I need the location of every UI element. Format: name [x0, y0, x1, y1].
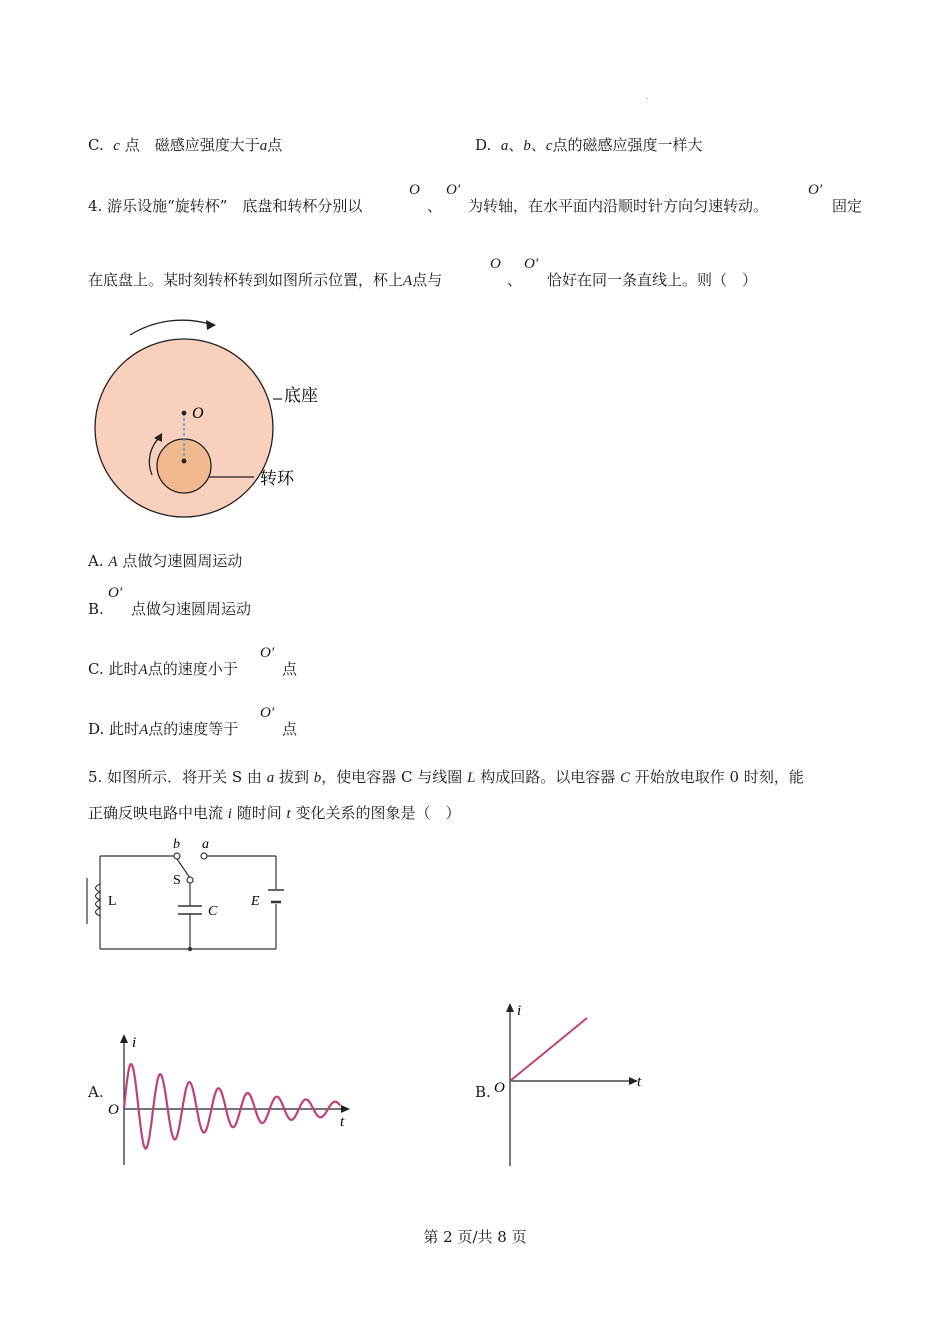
symbol-o: O	[409, 182, 420, 198]
graph-a	[104, 1030, 359, 1170]
q4-option-a: A. A 点做匀速圆周运动	[88, 552, 243, 570]
symbol-o-prime: O′	[808, 182, 823, 198]
label-b: b	[173, 837, 180, 852]
q5-line2: 正确反映电路中电流 i 随时间 t 变化关系的图象是（ ）	[88, 804, 461, 822]
q3-option-d	[475, 135, 703, 156]
symbol-o-prime: O′	[524, 256, 539, 272]
label-o: O	[192, 405, 204, 422]
q4-option-d: D. 此时A点的速度等于	[88, 720, 239, 738]
symbol-o-prime: O′	[108, 585, 123, 601]
arrow-head	[120, 1034, 128, 1043]
lc-circuit-diagram	[80, 832, 290, 957]
q3-option-c	[88, 135, 282, 156]
symbol-o-prime: O′	[260, 645, 275, 661]
q4-line2-c: 恰好在同一条直线上。则（ ）	[547, 271, 758, 289]
terminal-a	[201, 853, 207, 859]
label-base: 底座	[284, 386, 318, 405]
origin-label: O	[108, 1102, 119, 1118]
graph-b-label: B.	[475, 1083, 491, 1101]
q4-option-c-tail: 点	[282, 660, 298, 678]
graph-b	[492, 998, 652, 1168]
axis-label-i: i	[132, 1035, 137, 1051]
label-e: E	[251, 894, 260, 909]
axis-label-t: t	[340, 1114, 345, 1130]
sep: 、	[530, 136, 546, 154]
var-b: b	[523, 138, 531, 154]
page-footer: 第 2 页/共 8 页	[423, 1228, 527, 1246]
separator: 、	[507, 271, 523, 289]
label-ring: 转环	[260, 469, 294, 488]
q4-line1-b: 为转轴，在水平面内沿顺时针方向匀速转动。	[468, 197, 769, 215]
q4-option-b-label: B.	[88, 600, 104, 618]
rotation-arrow-base	[130, 320, 213, 335]
var-c: c	[545, 138, 553, 154]
option-label: D.	[475, 136, 492, 154]
rotating-cup-figure	[88, 315, 348, 530]
linear-current-line	[510, 1018, 587, 1081]
label-l: L	[108, 894, 117, 909]
junction-dot	[188, 947, 192, 951]
q5-line1: 5. 如图所示．将开关 S 由 a 拔到 b，使电容器 C 与线圈 L 构成回路。以电容器 C 开始放电取作 0 时刻，能	[88, 768, 804, 786]
q4-option-c: C. 此时A点的速度小于	[88, 660, 238, 678]
point-o	[182, 411, 187, 416]
sep: 、	[508, 136, 524, 154]
var-A: A	[403, 273, 413, 289]
damped-oscillation-curve	[124, 1064, 340, 1148]
option-tail: 点	[267, 136, 283, 154]
symbol-o-prime: O′	[260, 705, 275, 721]
label-a: a	[202, 837, 209, 852]
separator: 、	[427, 197, 443, 215]
var-a: a	[500, 138, 509, 154]
terminal-b	[174, 853, 180, 859]
graph-a-label: A.	[88, 1083, 104, 1101]
ring-disk	[157, 439, 211, 493]
symbol-o-prime: O′	[446, 182, 461, 198]
var-c: c	[113, 138, 120, 154]
q4-line1-a: 4. 游乐设施“旋转杯” 底盘和转杯分别以	[88, 197, 363, 215]
arrow-head	[506, 1003, 514, 1012]
switch-pivot	[187, 877, 193, 883]
option-text: 点的磁感应强度一样大	[552, 136, 703, 154]
origin-label: O	[494, 1080, 505, 1096]
q4-option-b-text: 点做匀速圆周运动	[131, 600, 252, 618]
label-s: S	[173, 873, 181, 888]
symbol-o: O	[490, 256, 501, 272]
point-o-prime	[182, 459, 187, 464]
var-a: a	[259, 138, 268, 154]
arrow-head	[341, 1105, 350, 1113]
q4-line1-c: 固定	[832, 197, 863, 215]
speck	[647, 98, 648, 99]
option-label: C.	[88, 136, 104, 154]
option-text: 点 磁感应强度大于	[124, 136, 260, 154]
axis-label-t: t	[637, 1074, 642, 1090]
inductor-coil	[96, 884, 101, 916]
q4-option-d-tail: 点	[282, 720, 298, 738]
arrow-head	[206, 320, 216, 330]
q4-line2: 在底盘上。某时刻转杯转到如图所示位置，杯上A点与	[88, 271, 443, 289]
label-c: C	[208, 904, 218, 919]
axis-label-i: i	[517, 1003, 522, 1019]
